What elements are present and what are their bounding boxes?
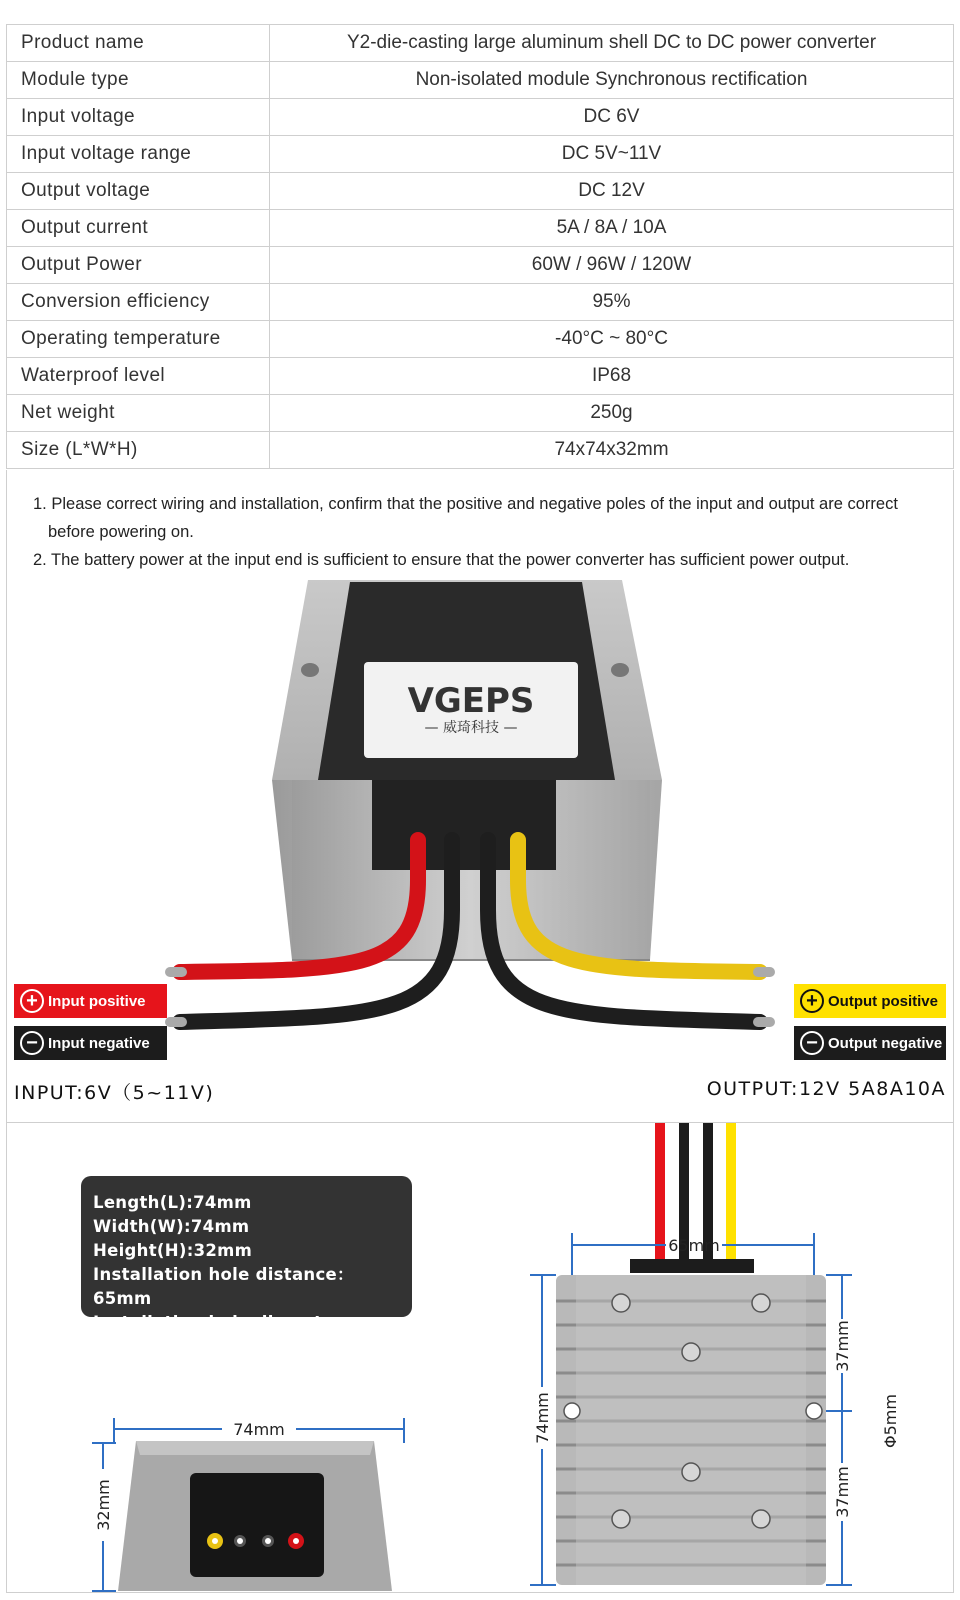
- length-line: Length(L):74mm: [93, 1193, 252, 1212]
- top-length-label: 74mm: [533, 1392, 552, 1444]
- spec-row: [7, 284, 954, 321]
- spec-row: [7, 432, 954, 469]
- front-view: [92, 1418, 404, 1591]
- input-positive-text: Input positive: [48, 992, 146, 1010]
- spec-value: DC 12V: [270, 173, 954, 210]
- input-negative-label: [14, 1026, 167, 1060]
- mount-hole-icon: [611, 663, 629, 677]
- spec-value: 250g: [270, 395, 954, 432]
- input-negative-text: Input negative: [48, 1034, 150, 1052]
- front-connector-block: [190, 1473, 324, 1577]
- spec-key: Module type: [7, 62, 270, 99]
- minus-icon: −: [20, 1031, 44, 1055]
- plus-icon: +: [800, 989, 824, 1013]
- spec-row: [7, 321, 954, 358]
- spec-key: Output current: [7, 210, 270, 247]
- spec-row: [7, 247, 954, 284]
- brand-subtitle: — 威琦科技 —: [424, 720, 518, 736]
- front-height-label: 32mm: [94, 1479, 113, 1531]
- spec-row: [7, 173, 954, 210]
- spec-value: 5A / 8A / 10A: [270, 210, 954, 247]
- spec-key: Product name: [7, 25, 270, 62]
- hole-distance-line: Installation hole distance：65mm: [93, 1265, 354, 1308]
- spec-value: 60W / 96W / 120W: [270, 247, 954, 284]
- spec-key: Output Power: [7, 247, 270, 284]
- dimension-drawing: [0, 1123, 960, 1593]
- notes-list: [33, 490, 933, 574]
- spec-value: Y2-die-casting large aluminum shell DC to DC power converter: [270, 25, 954, 62]
- spec-value: Non-isolated module Synchronous rectification: [270, 62, 954, 99]
- note-item-1: 1. Please correct wiring and installation, confirm that the positive and negative poles of the input and output are correct before powering on.: [33, 495, 898, 541]
- half-lower-label: 37mm: [833, 1466, 852, 1518]
- output-negative-text: Output negative: [828, 1034, 943, 1052]
- plus-icon: +: [20, 989, 44, 1013]
- spec-table-body: [7, 25, 954, 469]
- spec-key: Size (L*W*H): [7, 432, 270, 469]
- spec-row: [7, 25, 954, 62]
- note-item-2: 2. The battery power at the input end is sufficient to ensure that the power converter has sufficient power output.: [33, 551, 850, 569]
- spec-row: [7, 358, 954, 395]
- spec-key: Input voltage: [7, 99, 270, 136]
- hole-diameter-label: Φ5mm: [881, 1394, 900, 1448]
- spec-value: 74x74x32mm: [270, 432, 954, 469]
- brand-logo: VGEPS: [407, 681, 535, 721]
- spec-row: [7, 62, 954, 99]
- spec-value: IP68: [270, 358, 954, 395]
- spec-key: Operating temperature: [7, 321, 270, 358]
- spec-row: [7, 136, 954, 173]
- width-line: Width(W):74mm: [93, 1217, 250, 1236]
- input-spec: INPUT:6V（5~11V): [14, 1082, 215, 1104]
- spec-row: [7, 99, 954, 136]
- minus-icon: −: [800, 1031, 824, 1055]
- spec-value: -40°C ~ 80°C: [270, 321, 954, 358]
- install-hole-icon: [564, 1403, 580, 1419]
- spec-table: [6, 24, 954, 469]
- spec-key: Conversion efficiency: [7, 284, 270, 321]
- spec-value: DC 5V~11V: [270, 136, 954, 173]
- spec-value: 95%: [270, 284, 954, 321]
- height-line: Height(H):32mm: [93, 1241, 253, 1260]
- spec-key: Net weight: [7, 395, 270, 432]
- spec-key: Input voltage range: [7, 136, 270, 173]
- output-negative-label: [794, 1026, 946, 1060]
- hole-distance-label: 65mm: [668, 1236, 720, 1255]
- spec-value: DC 6V: [270, 99, 954, 136]
- output-spec: OUTPUT:12V 5A8A10A: [706, 1078, 946, 1100]
- spec-key: Output voltage: [7, 173, 270, 210]
- mount-hole-icon: [301, 663, 319, 677]
- hole-diameter-line: Installation hole diameter：5mm: [93, 1313, 360, 1356]
- output-positive-text: Output positive: [828, 992, 938, 1010]
- install-hole-icon: [806, 1403, 822, 1419]
- input-positive-label: [14, 984, 167, 1018]
- spec-row: [7, 395, 954, 432]
- top-view: [530, 1123, 900, 1585]
- front-width-label: 74mm: [233, 1420, 285, 1439]
- product-photo: [0, 580, 960, 1100]
- spec-key: Waterproof level: [7, 358, 270, 395]
- output-positive-label: [794, 984, 946, 1018]
- converter-housing: [272, 580, 662, 960]
- cable-gland: [372, 780, 556, 870]
- half-upper-label: 37mm: [833, 1320, 852, 1372]
- spec-row: [7, 210, 954, 247]
